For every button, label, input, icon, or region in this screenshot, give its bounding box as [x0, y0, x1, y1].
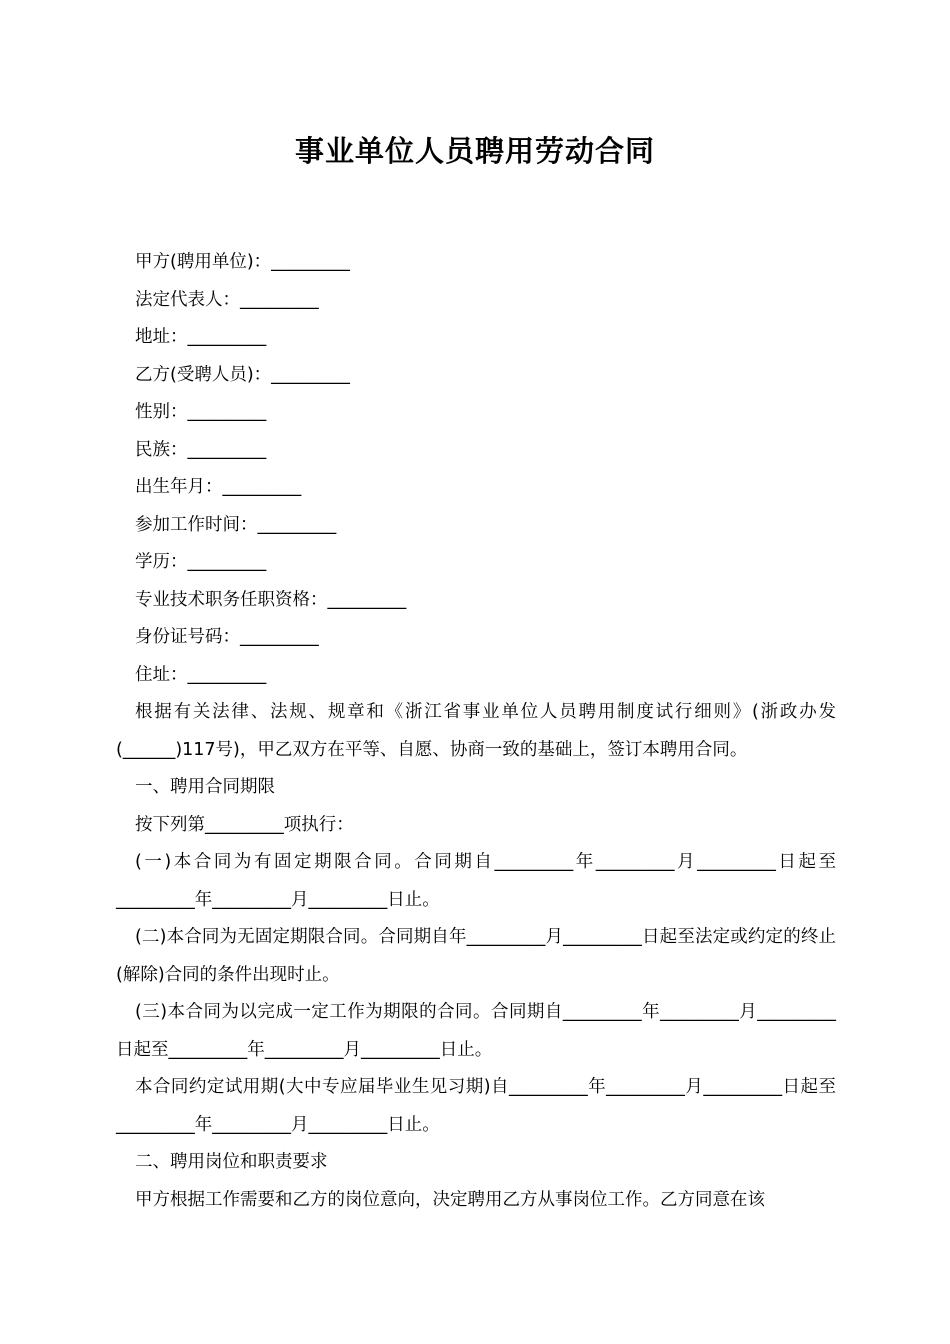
- education-line: 学历：_________: [135, 552, 267, 572]
- residence-line: 住址：_________: [135, 664, 267, 685]
- term-option-line: 按下列第_________项执行：: [135, 814, 354, 835]
- section-heading-term: 一、聘用合同期限: [135, 777, 275, 797]
- section-heading-post: 二、聘用岗位和职责要求: [135, 1152, 328, 1172]
- party-a-line: 甲方(聘用单位)：_________: [135, 252, 350, 272]
- open-term-paragraph: (二)本合同为无固定期限合同。合同期自年_________月_________日起至法定或约定的终止(解除)合同的条件出现时止。: [116, 927, 836, 985]
- probation-paragraph: 本合同约定试用期(大中专应届毕业生见习期)自_________年_________月_________日起至_________年_________月_________日止。: [116, 1077, 836, 1135]
- party-b-line: 乙方(受聘人员)：_________: [135, 364, 350, 385]
- legal-representative-line: 法定代表人：_________: [135, 289, 319, 310]
- address-line: 地址：_________: [135, 327, 267, 347]
- gender-line: 性别：_________: [135, 402, 267, 422]
- preamble-paragraph: 根据有关法律、法规、规章和《浙江省事业单位人员聘用制度试行细则》(浙政办发(______)117号)，甲乙双方在平等、自愿、协商一致的基础上，签订本聘用合同。: [116, 702, 836, 760]
- work-start-line: 参加工作时间：_________: [135, 514, 337, 535]
- qualification-line: 专业技术职务任职资格：_________: [135, 589, 407, 610]
- task-term-paragraph: (三)本合同为以完成一定工作为期限的合同。合同期自_________年_________月_________日起至_________年_________月_________日止。: [116, 1002, 836, 1060]
- document-title: 事业单位人员聘用劳动合同: [294, 134, 655, 168]
- birth-date-line: 出生年月：_________: [135, 477, 302, 497]
- fixed-term-paragraph: (一)本合同为有固定期限合同。合同期自_________年_________月_________日起至_________年_________月_________日止。: [116, 852, 836, 910]
- ethnicity-line: 民族：_________: [135, 439, 267, 460]
- post-paragraph: 甲方根据工作需要和乙方的岗位意向，决定聘用乙方从事岗位工作。乙方同意在该: [135, 1189, 765, 1210]
- id-number-line: 身份证号码：_________: [135, 627, 319, 647]
- contract-body: [116, 244, 836, 1219]
